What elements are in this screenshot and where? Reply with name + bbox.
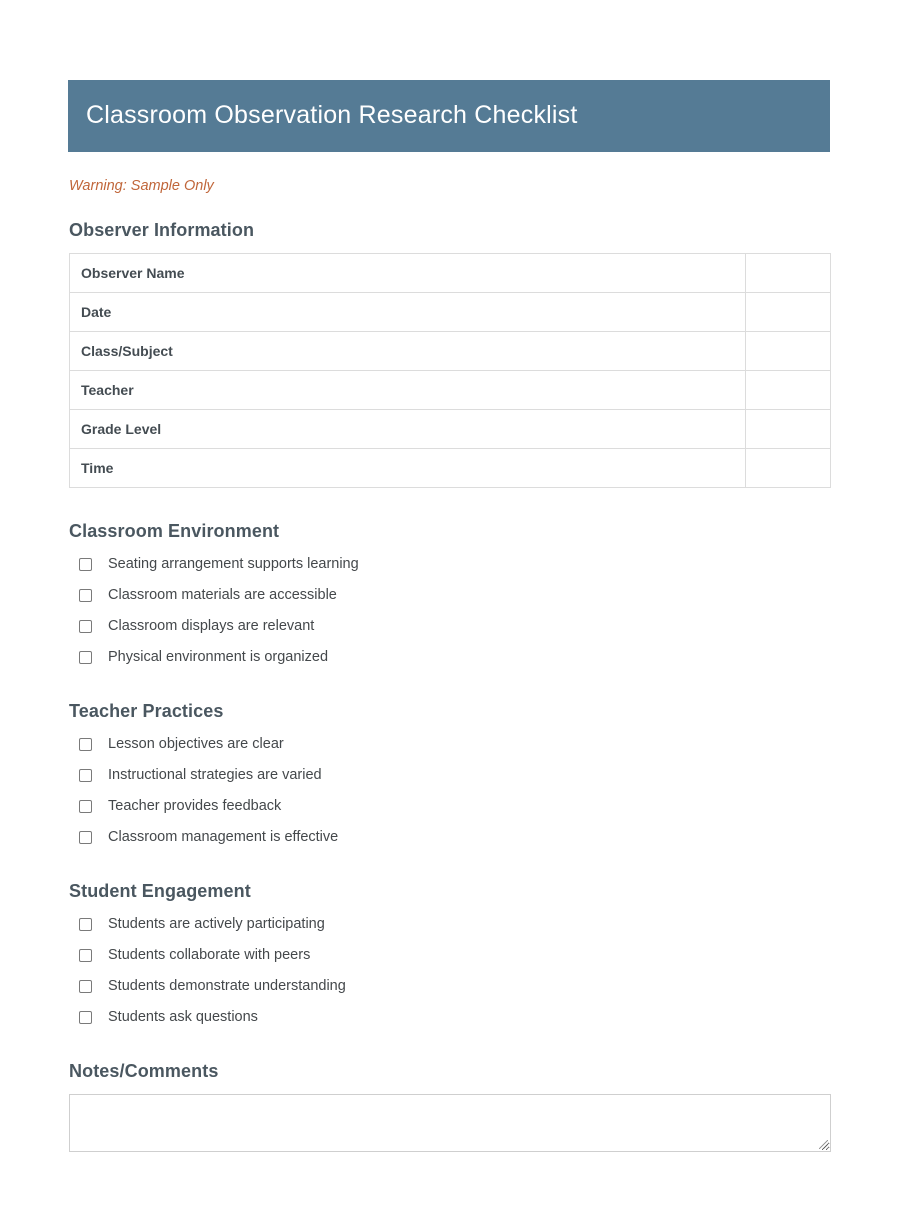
table-row: [70, 449, 831, 488]
list-item[interactable]: [69, 945, 830, 966]
list-item-label: Classroom management is effective: [108, 829, 339, 846]
list-item[interactable]: [69, 554, 830, 575]
section-heading-student-engagement: Student Engagement: [69, 881, 251, 901]
observer-information-table: [69, 253, 831, 488]
row-value-time[interactable]: [746, 449, 831, 488]
row-value-date[interactable]: [746, 293, 831, 332]
checkbox-icon[interactable]: [79, 831, 92, 844]
row-label-time: Time: [70, 449, 746, 488]
checkbox-icon[interactable]: [79, 738, 92, 751]
document-title-bar: [68, 80, 830, 152]
row-label-observer-name: Observer Name: [70, 254, 746, 293]
row-value-class-subject[interactable]: [746, 332, 831, 371]
checkbox-icon[interactable]: [79, 918, 92, 931]
list-item[interactable]: [69, 914, 830, 935]
row-label-grade-level: Grade Level: [70, 410, 746, 449]
checkbox-icon[interactable]: [79, 769, 92, 782]
table-row: [70, 254, 831, 293]
list-item[interactable]: [69, 585, 830, 606]
list-item-label: Instructional strategies are varied: [108, 767, 322, 784]
row-label-class-subject: Class/Subject: [70, 332, 746, 371]
table-row: [70, 371, 831, 410]
section-heading-notes: Notes/Comments: [69, 1061, 219, 1081]
list-item-label: Classroom displays are relevant: [108, 618, 315, 635]
section-heading-classroom-environment: Classroom Environment: [69, 521, 280, 541]
list-item-label: Classroom materials are accessible: [108, 587, 337, 604]
page-bottom-spacer: [68, 1152, 830, 1212]
section-heading-teacher-practices: Teacher Practices: [69, 701, 224, 721]
checklist-teacher-practices: [68, 734, 830, 848]
list-item[interactable]: [69, 796, 830, 817]
checkbox-icon[interactable]: [79, 1011, 92, 1024]
checklist-classroom-environment: [68, 554, 830, 668]
table-row: [70, 410, 831, 449]
checkbox-icon[interactable]: [79, 651, 92, 664]
checkbox-icon[interactable]: [79, 949, 92, 962]
list-item-label: Seating arrangement supports learning: [108, 556, 359, 573]
row-value-grade-level[interactable]: [746, 410, 831, 449]
list-item-label: Students are actively participating: [108, 916, 325, 933]
sample-warning: Warning: Sample Only: [69, 178, 214, 194]
list-item[interactable]: [69, 734, 830, 755]
list-item[interactable]: [69, 765, 830, 786]
checkbox-icon[interactable]: [79, 800, 92, 813]
checklist-student-engagement: [68, 914, 830, 1028]
list-item[interactable]: [69, 647, 830, 668]
list-item-label: Students demonstrate understanding: [108, 978, 346, 995]
list-item[interactable]: [69, 827, 830, 848]
table-row: [70, 332, 831, 371]
checkbox-icon[interactable]: [79, 980, 92, 993]
page-title: Classroom Observation Research Checklist: [86, 101, 578, 129]
checkbox-icon[interactable]: [79, 589, 92, 602]
row-label-date: Date: [70, 293, 746, 332]
section-heading-observer-information: Observer Information: [69, 220, 255, 240]
row-value-teacher[interactable]: [746, 371, 831, 410]
list-item[interactable]: [69, 976, 830, 997]
row-label-teacher: Teacher: [70, 371, 746, 410]
row-value-observer-name[interactable]: [746, 254, 831, 293]
list-item-label: Students collaborate with peers: [108, 947, 311, 964]
list-item-label: Physical environment is organized: [108, 649, 329, 666]
list-item[interactable]: [69, 616, 830, 637]
checkbox-icon[interactable]: [79, 620, 92, 633]
list-item[interactable]: [69, 1007, 830, 1028]
list-item-label: Teacher provides feedback: [108, 798, 282, 815]
list-item-label: Students ask questions: [108, 1009, 258, 1026]
checkbox-icon[interactable]: [79, 558, 92, 571]
notes-textarea[interactable]: [69, 1094, 831, 1152]
list-item-label: Lesson objectives are clear: [108, 736, 284, 753]
table-row: [70, 293, 831, 332]
